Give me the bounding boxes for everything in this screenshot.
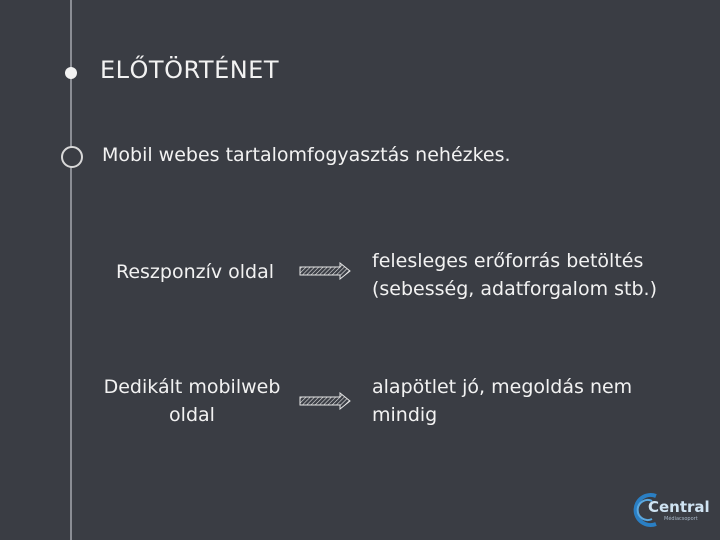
logo-name: Central (648, 498, 710, 516)
row-1-right-label (372, 247, 692, 303)
arrow-right-icon (298, 262, 352, 280)
row-2-right-line-1: alapötlet jó, megoldás nem (372, 376, 633, 398)
timeline-dot-filled (65, 67, 77, 79)
logo-subtitle: Médiacsoport (664, 516, 698, 522)
arrow-right-icon (298, 392, 352, 410)
subtitle: Mobil webes tartalomfogyasztás nehézkes. (102, 144, 511, 166)
row-2-left-line-2: oldal (169, 404, 215, 426)
row-2-right-label (372, 373, 692, 429)
row-1-right-line-1: felesleges erőforrás betöltés (372, 250, 644, 272)
row-2-right-line-2: mindig (372, 404, 438, 426)
row-1-right-line-2: (sebesség, adatforgalom stb.) (372, 278, 657, 300)
row-2-left-label (92, 373, 292, 429)
row-2-left-line-1: Dedikált mobilweb (103, 376, 281, 398)
row-1-left-text: Reszponzív oldal (115, 261, 275, 283)
timeline-line (70, 0, 72, 540)
row-1-left-label (95, 258, 295, 286)
page-title: ELŐTÖRTÉNET (100, 56, 280, 84)
timeline-dot-hollow (61, 146, 83, 168)
